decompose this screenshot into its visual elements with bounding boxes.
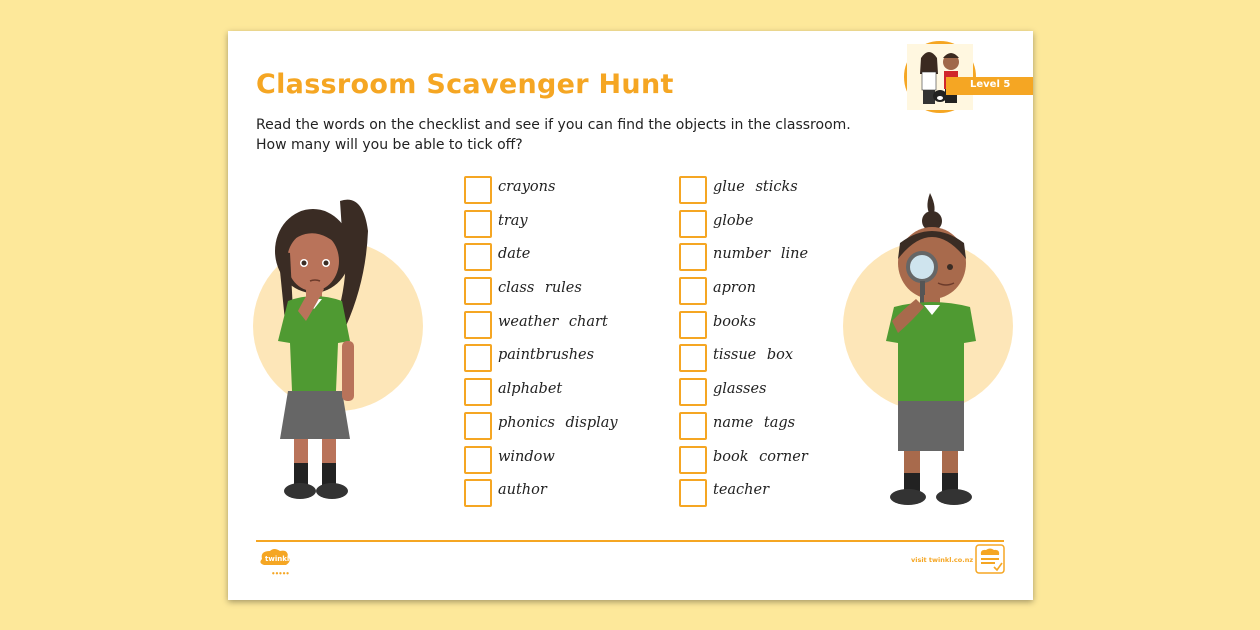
level-badge [946, 77, 1033, 95]
checkbox[interactable] [679, 311, 707, 339]
checklist-item-label: date [498, 246, 531, 263]
level-badge-label: Level 5 [970, 79, 1011, 90]
checkbox[interactable] [679, 378, 707, 406]
checklist-item-label: crayons [498, 179, 556, 195]
checklist-item-label: globe [713, 212, 754, 229]
page-title: Classroom Scavenger Hunt [256, 69, 674, 100]
footer-url[interactable]: visit twinkl.co.nz [911, 556, 974, 564]
checklist-item-label: window [498, 448, 555, 465]
checkbox[interactable] [464, 344, 492, 372]
checkbox[interactable] [679, 344, 707, 372]
svg-text:● ● ● ● ●: ● ● ● ● ● [272, 571, 289, 575]
boy-magnifying-glass-illustration [838, 191, 1018, 531]
checklist-item-label: name tags [713, 414, 796, 431]
checkbox[interactable] [464, 412, 492, 440]
checklist-item-label: author [498, 482, 547, 499]
checkbox[interactable] [464, 277, 492, 305]
checkbox[interactable] [679, 176, 707, 204]
instructions [256, 115, 876, 155]
checklist-item-label: books [713, 313, 756, 330]
footer-divider [256, 540, 1004, 542]
checklist-item-label: paintbrushes [498, 347, 595, 364]
checkbox[interactable] [464, 243, 492, 271]
twinkl-quality-badge-icon [974, 543, 1006, 575]
checkbox[interactable] [464, 176, 492, 204]
checklist-item-label: tissue box [713, 347, 794, 364]
checkbox[interactable] [679, 243, 707, 271]
checkbox[interactable] [679, 277, 707, 305]
checklist-item-label: number line [713, 246, 809, 263]
checklist-item-label: class rules [498, 280, 582, 297]
checkbox[interactable] [464, 311, 492, 339]
checkbox[interactable] [679, 446, 707, 474]
checkbox[interactable] [464, 446, 492, 474]
checklist-item-label: apron [713, 280, 756, 297]
twinkl-phonics-logo-icon [258, 547, 323, 577]
instructions-line-2: How many will you be able to tick off? [256, 137, 523, 153]
checkbox[interactable] [464, 210, 492, 238]
checkbox[interactable] [464, 378, 492, 406]
checklist-item-label: glue sticks [713, 179, 798, 195]
checkbox[interactable] [464, 479, 492, 507]
checklist-item-label: book corner [713, 448, 808, 465]
checklist-item-label: tray [498, 212, 528, 229]
footer-logo-text: twinkl phonics [265, 555, 323, 563]
checklist-item-label: alphabet [498, 381, 563, 398]
worksheet [228, 31, 1033, 600]
checklist-item-label: phonics display [498, 414, 618, 431]
checkbox[interactable] [679, 412, 707, 440]
checklist-item-label: teacher [713, 482, 770, 499]
checklist-item-label: weather chart [498, 313, 608, 330]
instructions-line-1: Read the words on the checklist and see if you can find the objects in the classroom. [256, 117, 851, 133]
checkbox[interactable] [679, 210, 707, 238]
girl-thinking-illustration [238, 191, 418, 531]
checklist-item-label: glasses [713, 381, 767, 398]
checkbox[interactable] [679, 479, 707, 507]
